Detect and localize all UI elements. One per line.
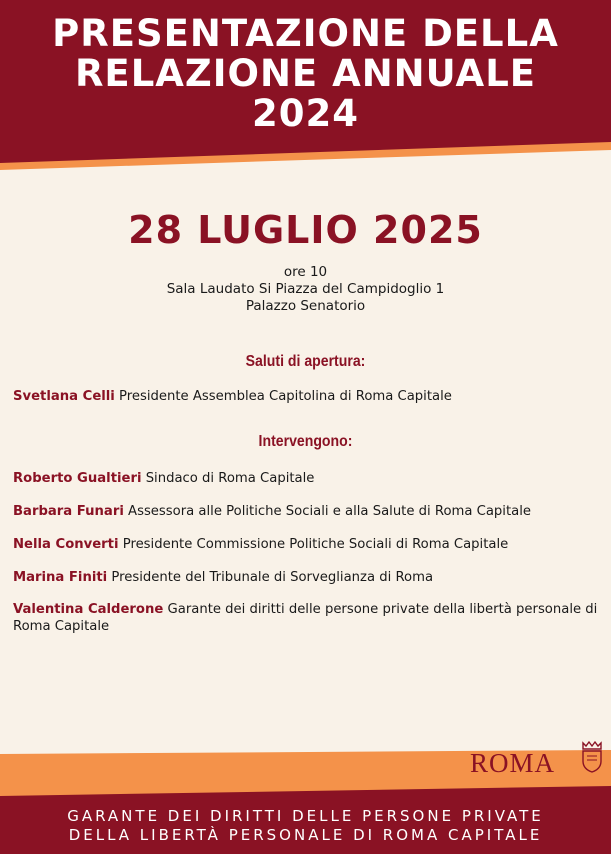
title-line-2: RELAZIONE ANNUALE [74, 52, 537, 95]
speaker-entry [13, 388, 603, 405]
roma-logo: ROMA [470, 748, 556, 778]
footer-line-2: DELLA LIBERTÀ PERSONALE DI ROMA CAPITALE [68, 826, 543, 844]
footer-line-1: GARANTE DEI DIRITTI DELLE PERSONE PRIVATE [67, 807, 544, 825]
speaker-entry [13, 601, 603, 635]
speaker-role: Presidente Commissione Politiche Sociali di Roma Capitale [122, 537, 509, 552]
venue-address: Sala Laudato Si Piazza del Campidoglio 1 [166, 281, 445, 297]
speaker-name: Marina Finiti [13, 570, 108, 585]
speaker-role: Assessora alle Politiche Sociali e alla Salute di Roma Capitale [128, 504, 531, 519]
speaker-entry [13, 536, 603, 553]
crown-shield-icon [580, 740, 604, 774]
speaker-role: Presidente del Tribunale di Sorveglianza di Roma [111, 570, 434, 585]
event-date: 28 LUGLIO 2025 [128, 208, 483, 252]
footer-text [0, 807, 611, 845]
main-title [0, 14, 611, 134]
venue-building: Palazzo Senatorio [245, 298, 366, 314]
speaker-name: Svetlana Celli [13, 389, 115, 404]
speaker-entry [13, 569, 603, 586]
speaker-name: Nella Converti [13, 537, 119, 552]
event-time: ore 10 [283, 264, 328, 280]
event-venue [0, 264, 611, 315]
speakers-heading: Intervengono: [258, 433, 353, 450]
speaker-name: Roberto Gualtieri [13, 471, 142, 486]
speaker-name: Barbara Funari [13, 504, 124, 519]
speaker-name: Valentina Calderone [13, 602, 164, 617]
speaker-entry [13, 470, 603, 487]
speaker-role: Sindaco di Roma Capitale [145, 471, 315, 486]
speaker-role: Presidente Assemblea Capitolina di Roma Capitale [119, 389, 452, 404]
speaker-entry [13, 503, 603, 520]
opening-heading: Saluti di apertura: [245, 353, 366, 370]
speaker-role: Garante dei diritti delle persone private della libertà personale di Roma Capitale [13, 602, 598, 634]
title-line-3: 2024 [252, 92, 359, 135]
title-line-1: PRESENTAZIONE DELLA [52, 12, 559, 55]
